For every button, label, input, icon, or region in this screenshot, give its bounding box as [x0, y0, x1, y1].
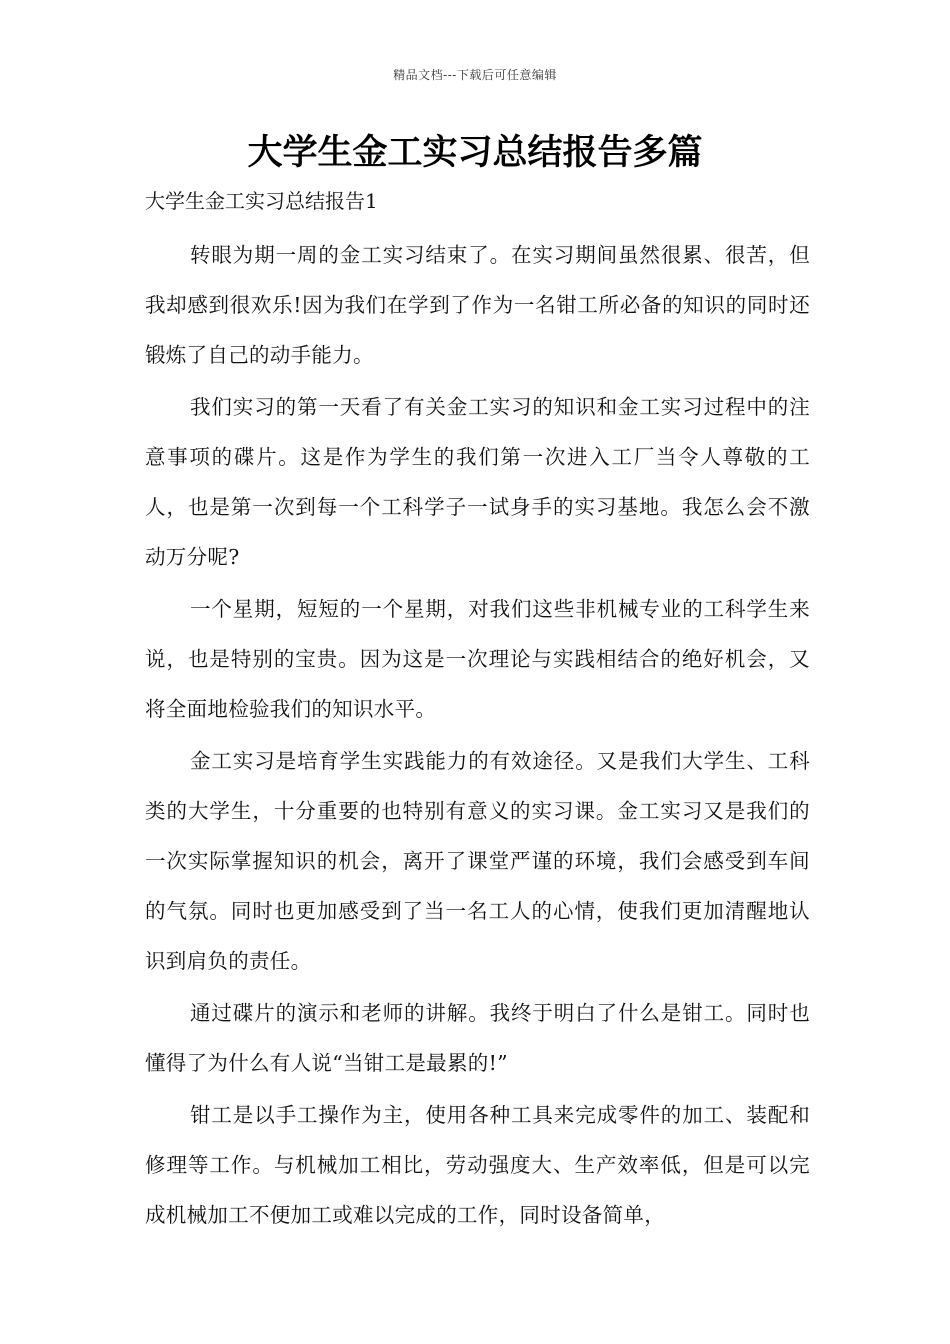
header-note: 精品文档---下载后可任意编辑 [393, 68, 557, 82]
document-body [145, 230, 810, 1242]
paragraph: 金工实习是培育学生实践能力的有效途径。又是我们大学生、工科类的大学生，十分重要的也特别有意义的实习课。金工实习又是我们的一次实际掌握知识的机会，离开了课堂严谨的环境，我们会感受到车间的气氛。同时也更加感受到了当一名工人的心情，使我们更加清醒地认识到肩负的责任。 [145, 749, 810, 973]
document-title: 大学生金工实习总结报告多篇 [247, 133, 703, 173]
paragraph: 钳工是以手工操作为主，使用各种工具来完成零件的加工、装配和修理等工作。与机械加工相比，劳动强度大、生产效率低，但是可以完成机械加工不便加工或难以完成的工作，同时设备简单， [145, 1103, 810, 1227]
section-subtitle: 大学生金工实习总结报告1 [145, 189, 378, 213]
paragraph: 我们实习的第一天看了有关金工实习的知识和金工实习过程中的注意事项的碟片。这是作为学生的我们第一次进入工厂当令人尊敬的工人，也是第一次到每一个工科学子一试身手的实习基地。我怎么会不激动万分呢? [145, 395, 810, 569]
paragraph: 一个星期，短短的一个星期，对我们这些非机械专业的工科学生来说，也是特别的宝贵。因为这是一次理论与实践相结合的绝好机会，又将全面地检验我们的知识水平。 [145, 597, 810, 721]
paragraph: 转眼为期一周的金工实习结束了。在实习期间虽然很累、很苦，但我却感到很欢乐!因为我们在学到了作为一名钳工所必备的知识的同时还锻炼了自己的动手能力。 [145, 243, 810, 367]
paragraph: 通过碟片的演示和老师的讲解。我终于明白了什么是钳工。同时也懂得了为什么有人说“当钳工是最累的!” [145, 1001, 810, 1075]
